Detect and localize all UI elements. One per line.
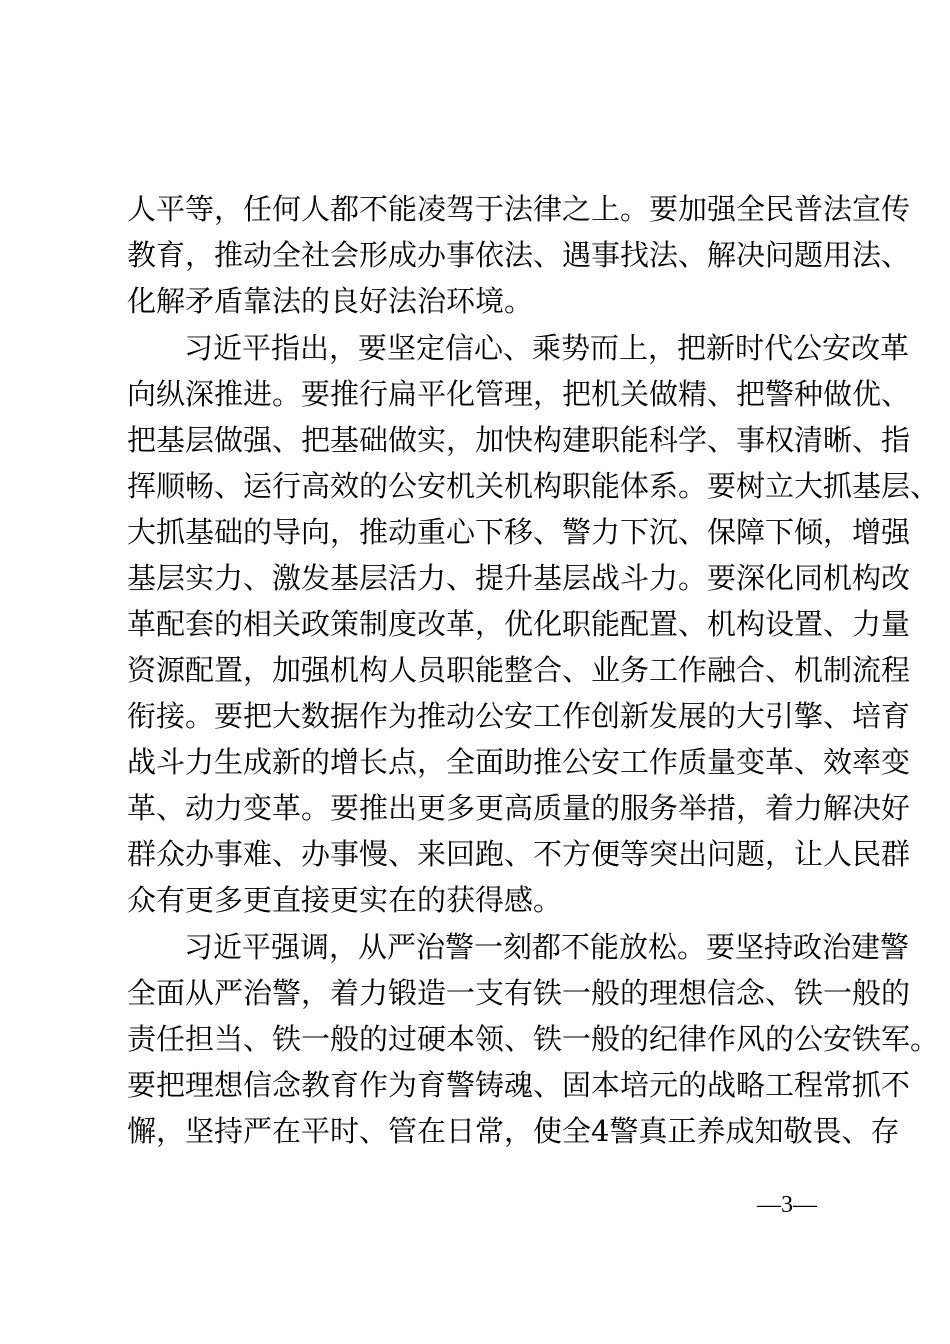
text-line: 群众办事难、办事慢、来回跑、不方便等突出问题，让人民群	[127, 837, 911, 871]
page-number: —3—	[757, 1192, 817, 1218]
text-line: 基层实力、激发基层活力、提升基层战斗力。要深化同机构改	[127, 561, 911, 595]
text-line: 全面从严治警，着力锻造一支有铁一般的理想信念、铁一般的	[127, 976, 911, 1010]
text-line: 责任担当、铁一般的过硬本领、铁一般的纪律作风的公安铁军。	[127, 1022, 940, 1056]
text-line: 资源配置，加强机构人员职能整合、业务工作融合、机制流程	[127, 653, 911, 687]
text-line: 向纵深推进。要推行扁平化管理，把机关做精、把警种做优、	[127, 377, 911, 411]
text-line: 懈，坚持严在平时、管在日常，使全4警真正养成知敬畏、存	[127, 1114, 900, 1148]
text-line: 革配套的相关政策制度改革，优化职能配置、机构设置、力量	[127, 607, 911, 641]
text-line: 把基层做强、把基础做实，加快构建职能科学、事权清晰、指	[127, 423, 911, 457]
text-line: 习近平强调，从严治警一刻都不能放松。要坚持政治建警	[184, 930, 910, 964]
text-line: 化解矛盾靠法的良好法治环境。	[127, 284, 534, 318]
text-line: 教育，推动全社会形成办事依法、遇事找法、解决问题用法、	[127, 238, 911, 272]
text-line: 革、动力变革。要推出更多更高质量的服务举措，着力解决好	[127, 791, 911, 825]
text-line: 人平等，任何人都不能凌驾于法律之上。要加强全民普法宣传	[127, 192, 911, 226]
text-line: 习近平指出，要坚定信心、乘势而上，把新时代公安改革	[184, 331, 910, 365]
text-line: 战斗力生成新的增长点，全面助推公安工作质量变革、效率变	[127, 745, 911, 779]
text-line: 要把理想信念教育作为育警铸魂、固本培元的战略工程常抓不	[127, 1068, 911, 1102]
text-line: 挥顺畅、运行高效的公安机关机构职能体系。要树立大抓基层、	[127, 469, 940, 503]
text-line: 众有更多更直接更实在的获得感。	[127, 883, 563, 917]
text-line: 大抓基础的导向，推动重心下移、警力下沉、保障下倾，增强	[127, 515, 911, 549]
text-line: 衔接。要把大数据作为推动公安工作创新发展的大引擎、培育	[127, 699, 911, 733]
